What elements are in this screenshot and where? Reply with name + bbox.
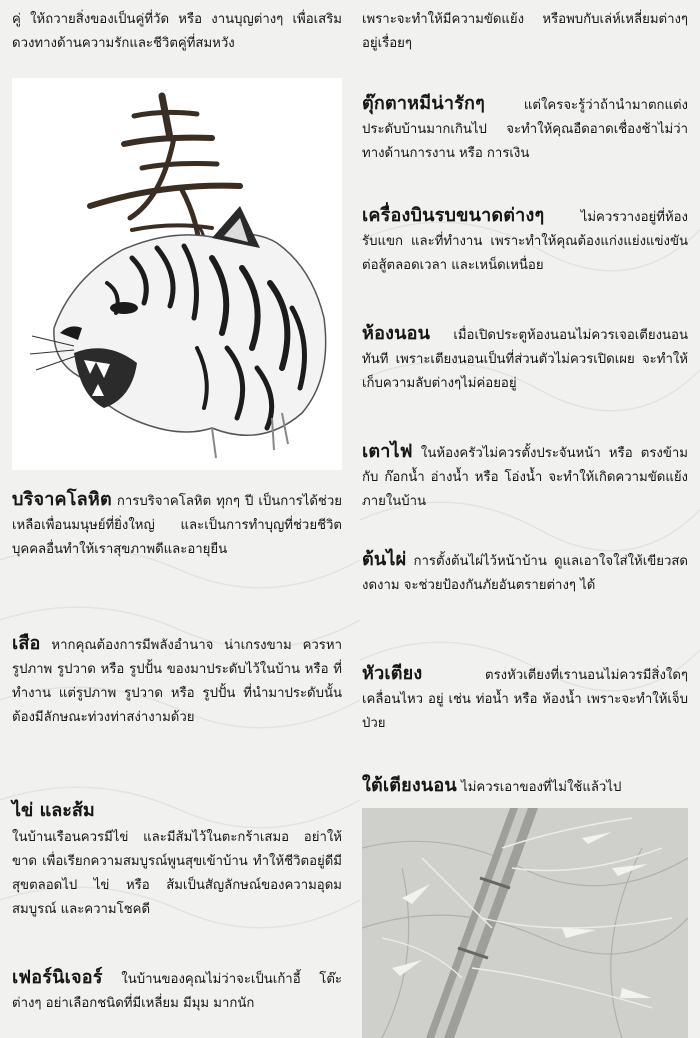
section-title: เสือ [12,633,41,654]
section-body: ในบ้านของคุณไม่ว่าจะเป็นเก้าอี้ โต๊ะต่างๆ อย่าเลือกชนิดที่มีเหลี่ยม มีมุม มากนัก [12,972,342,1011]
section-body: ไม่ควรเอาของที่ไม่ใช้แล้วไป [461,780,622,795]
left-intro-text: คู่ ให้ถวายสิ่งของเป็นคู่ที่วัด หรือ งานบุญต่างๆ เพื่อเสริมดวงทางด้านความรักและชีวิตคู่ที่สมหวัง [12,12,342,51]
section-warplanes [362,204,688,278]
section-body: ไม่ควรวางอยู่ที่ห้องรับแขก และที่ทำงาน เพราะทำให้คุณต้องแก่งแย่งแข่งขัน ต่อสู้ตลอดเวลา และเหน็ดเหนื่อย [362,210,688,273]
right-intro-text: เพราะจะทำให้มีความขัดแย้ง หรือพบกับเล่ห์เหลี่ยมต่างๆ อยู่เรื่อยๆ [362,12,688,51]
section-bedroom [362,322,688,396]
section-title: บริจาคโลหิต [12,489,112,510]
section-title: ตุ๊กตาหมีน่ารักๆ [362,93,485,114]
section-blood-donation [12,488,342,562]
section-title: ห้องนอน [362,323,431,344]
section-title: เฟอร์นิเจอร์ [12,967,103,988]
section-title: หัวเตียง [362,663,423,684]
section-eggs-oranges [12,796,342,922]
section-title: เตาไฟ [362,441,413,462]
section-body: หากคุณต้องการมีพลังอำนาจ น่าเกรงขาม ควรหารูปภาพ รูปวาด หรือ รูปปั้น ของมาประดับไว้ในบ้าน หรือ ที่ทำงาน แต่รูปภาพ รูปวาด หรือ รูปปั้น ที่นำมาประดับนั้น ต้องมีลักษณะท่วงท่าสง่างามด้วย [12,638,342,725]
section-title: เครื่องบินรบขนาดต่างๆ [362,205,545,226]
section-under-bed [362,774,688,800]
section-body: ในห้องครัวไม่ควรตั้งประจันหน้า หรือ ตรงข้าม กับ ก๊อกน้ำ อ่างน้ำ หรือ โอ่งน้ำ จะทำให้เกิดความขัดแย้งภายในบ้าน [362,446,688,509]
section-furniture [12,966,342,1016]
section-tiger [12,632,342,730]
section-body: เมื่อเปิดประตูห้องนอนไม่ควรเจอเตียงนอนทันที เพราะเตียงนอนเป็นที่ส่วนตัวไม่ควรเปิดเผย จะทำให้เก็บความลับต่างๆไม่ค่อยอยู่ [362,328,688,391]
section-stove [362,440,688,514]
section-title: ต้นไผ่ [362,549,407,570]
section-body: การบริจาคโลหิต ทุกๆ ปี เป็นการได้ช่วยเหลือเพื่อนมนุษย์ที่ยิ่งใหญ่ และเป็นการทำบุญที่ช่วยชีวิตบุคคลอื่นทำให้เราสุขภาพดีและอายุยืน [12,494,343,557]
bamboo-photo [362,808,688,1038]
section-title: ใต้เตียงนอน [362,775,457,796]
tiger-head [30,206,326,458]
section-body: การตั้งต้นไผ่ไว้หน้าบ้าน ดูแลเอาใจใส่ให้เขียวสดงดงาม จะช่วยป้องกันภัยอันตรายต่างๆ ได้ [362,554,688,593]
section-body: แต่ใครจะรู้ว่าถ้านำมาตกแต่งประดับบ้านมากเกินไป จะทำให้คุณอืดอาดเชื่องช้าไม่ว่าทางด้านการงาน หรือ การเงิน [362,98,688,161]
section-title: ไข่ และส้ม [12,800,95,821]
section-bamboo [362,548,688,598]
section-body: ตรงหัวเตียงที่เรานอนไม่ควรมีสิ่งใดๆ เคลื่อนไหว อยู่ เช่น ท่อน้ำ หรือ ห้องน้ำ เพราะจะทำให้เจ็บป่วย [362,668,688,731]
tiger-illustration [12,78,342,470]
section-teddy-bear [362,92,688,166]
section-body: ในบ้านเรือนควรมีไข่ และมีส้มไว้ในตะกร้าเสมอ อย่าให้ขาด เพื่อเรียกความสมบูรณ์พูนสุขเข้าบ้าน ทำให้ชีวิตอยู่ดีมีสุขตลอดไป ไข่ หรือ ส้มเป็นสัญลักษณ์ของความอุดมสมบูรณ์ และความโชคดี [12,830,342,917]
section-headboard [362,662,688,736]
